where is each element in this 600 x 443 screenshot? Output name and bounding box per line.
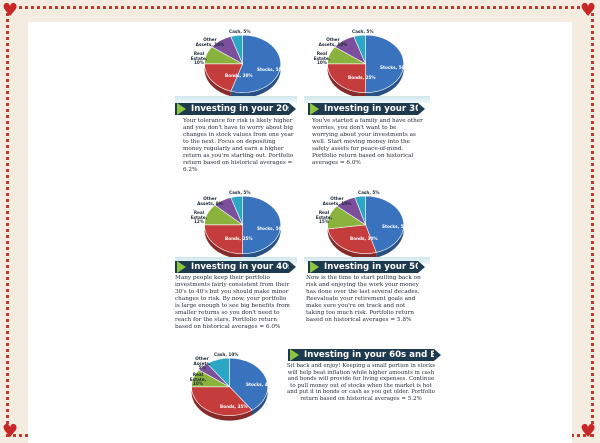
- pie-chart-50s: [304, 191, 416, 263]
- heart-icon: ♥: [2, 0, 19, 21]
- pie-label-real-estate: Real Estate, 10%: [190, 51, 208, 66]
- section-text-40s: Many people keep their portfolio investments fairly consistent from their 30's to 40's but you should make minor changes to risk. By now, your portfolio is large enough to see big benefits from smaller returns so you don't need to reach for the stars. Portfolio return based on historical averages = 6.0%: [175, 275, 290, 330]
- section-text-60s: Sit back and enjoy! Keeping a small portion in stocks will help beat inflation while higher amounts in cash and bonds will provide for living expenses. Continue to pull money out of stocks when the market is hot and put it in bonds or cash as you get older. Portfolio return based on historical averages = 5.2%: [286, 363, 436, 402]
- section-title-60s: Investing in your 60s and Beyond: [288, 349, 434, 361]
- pie-label-stocks: Stocks, 50%: [380, 65, 409, 70]
- pie-chart-20s: [181, 30, 293, 102]
- pie-label-stocks: Stocks, 40%: [246, 382, 275, 387]
- section-title-50s: Investing in your 50s: [308, 261, 418, 273]
- pie-chart-30s: [304, 30, 416, 102]
- pie-label-other-assets: Other Assets, 10%: [318, 37, 348, 47]
- infographic-sheet: [28, 22, 572, 443]
- pie-label-bonds: Bonds, 25%: [348, 75, 376, 80]
- pie-label-stocks: Stocks, 50%: [382, 224, 411, 229]
- pie-label-other-assets: Other Assets, 5%: [193, 356, 211, 371]
- heart-icon: ♥: [580, 0, 597, 21]
- section-title-40s: Investing in your 40s: [175, 261, 289, 273]
- heart-icon: ♥: [580, 421, 597, 442]
- pie-label-real-estate: Real Estate, 10%: [189, 372, 207, 387]
- pie-label-real-estate: Real Estate, 12%: [190, 210, 208, 225]
- pie-label-other-assets: Other Assets, 10%: [322, 196, 352, 206]
- pie-label-other-assets: Other Assets, 10%: [195, 37, 225, 47]
- pie-label-real-estate: Real Estate, 10%: [313, 51, 331, 66]
- pie-label-stocks: Stocks, 50%: [257, 226, 286, 231]
- pie-label-bonds: Bonds, 25%: [225, 236, 253, 241]
- pie-chart-60s: [168, 353, 280, 425]
- section-text-50s: Now is the time to start pulling back on risk and enjoying the work your money has done over the last several decades. Reevaluate your retirement goals and make sure you're on track and not taking too much risk. Portfolio return based on historical averages = 5.8%: [306, 275, 421, 323]
- pie-label-cash: Cash, 5%: [352, 29, 374, 34]
- pie-label-bonds: Bonds, 30%: [350, 236, 378, 241]
- section-title-20s: Investing in your 20s: [175, 103, 289, 115]
- pie-label-stocks: Stocks, 55%: [257, 67, 286, 72]
- banner-shadow: [304, 96, 430, 103]
- pie-label-real-estate: Real Estate, 15%: [315, 210, 333, 225]
- pie-label-cash: Cash, 5%: [358, 190, 380, 195]
- section-text-30s: You've started a family and have other worries, you don't want to be worrying about your investments as well. Start moving money into the safety assets for peace-of-mind. Portfolio return based on historical averages = 6.0%: [312, 118, 423, 166]
- pie-label-other-assets: Other Assets, 8%: [197, 196, 223, 206]
- pie-label-cash: Cash, 5%: [229, 29, 251, 34]
- pie-label-cash: Cash, 5%: [229, 190, 251, 195]
- section-text-20s: Your tolerance for risk is likely higher and you don't have to worry about big changes in stock values from one year to the next. Focus on depositing money regularly and earn a higher return as you're starting out. Portfolio return based on historical averages = 6.2%: [183, 118, 294, 173]
- heart-icon: ♥: [2, 421, 19, 442]
- banner-shadow: [175, 96, 297, 103]
- pie-label-bonds: Bonds, 35%: [220, 404, 248, 409]
- pie-chart-40s: [181, 191, 293, 263]
- pie-label-bonds: Bonds, 20%: [225, 73, 253, 78]
- pie-label-cash: Cash, 10%: [214, 352, 239, 357]
- section-title-30s: Investing in your 30s: [308, 103, 418, 115]
